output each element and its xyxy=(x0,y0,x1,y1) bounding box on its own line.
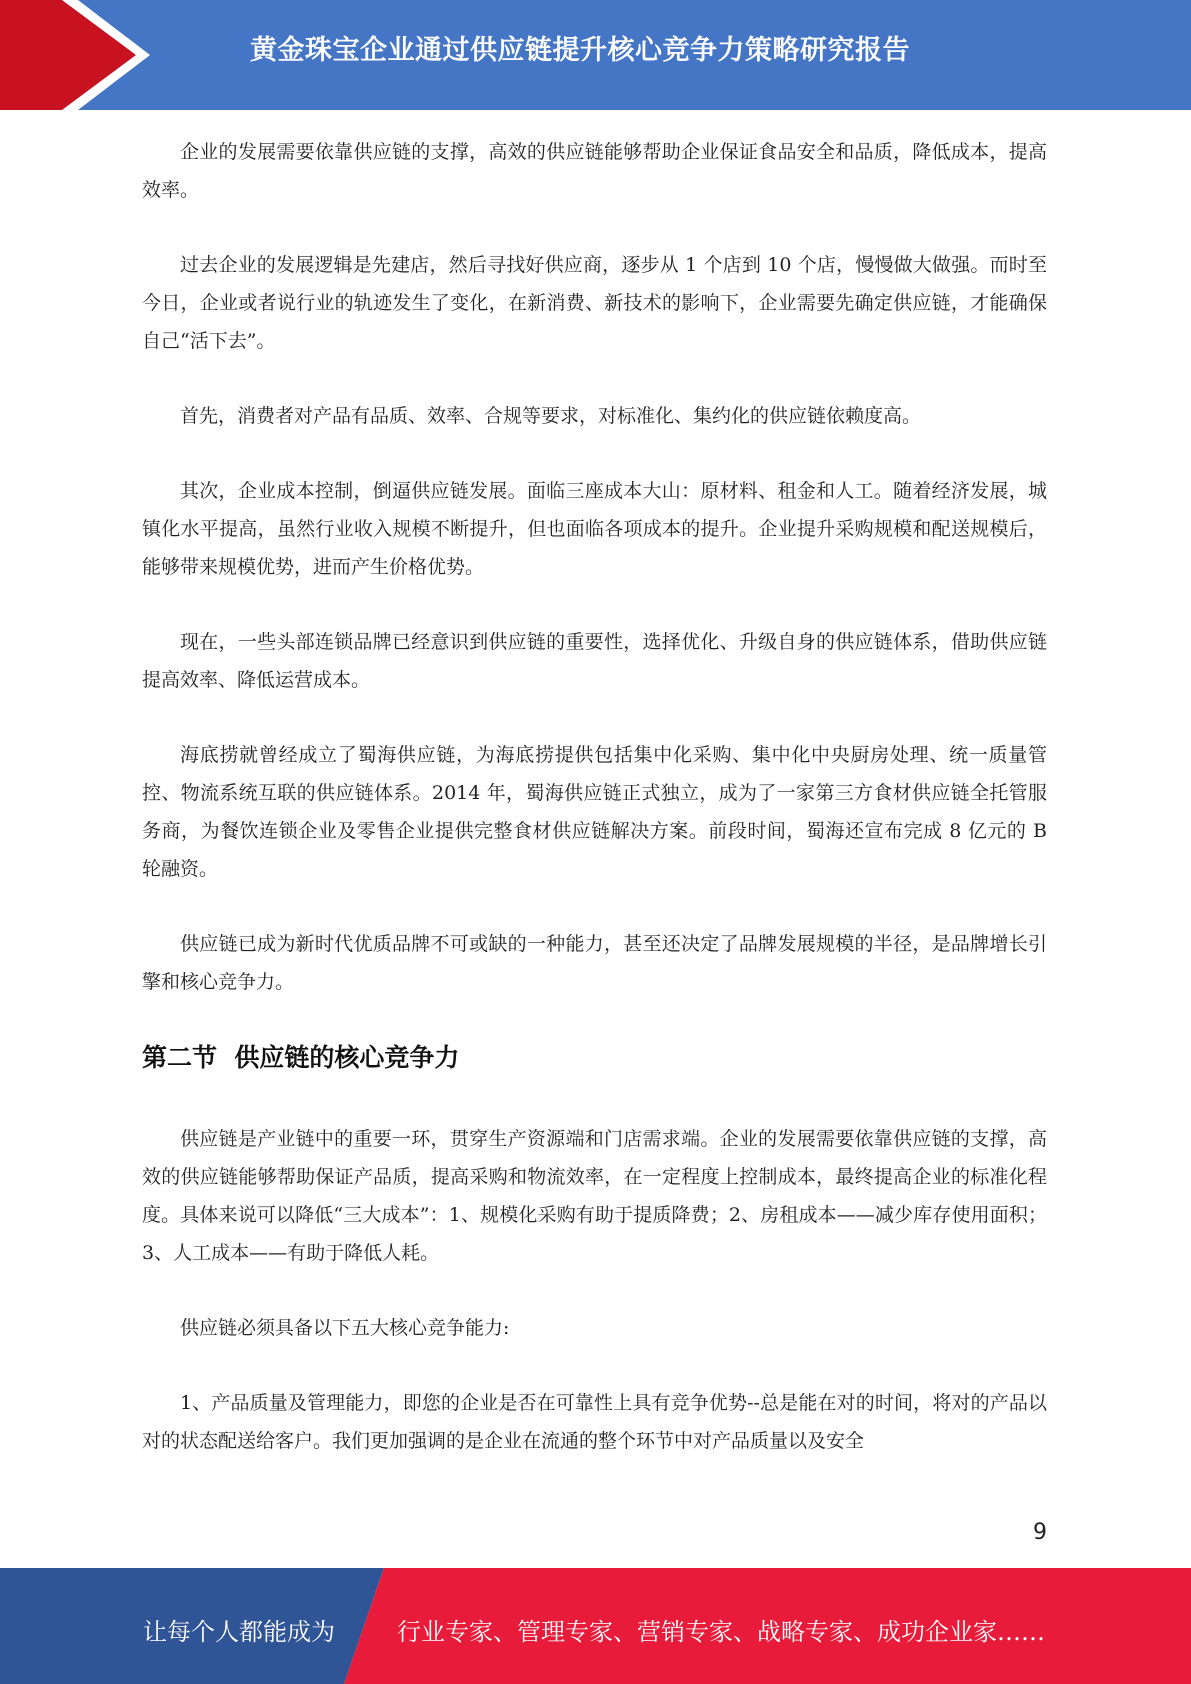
footer-slogan-right: 行业专家、管理专家、营销专家、战略专家、成功企业家…… xyxy=(397,1618,1045,1646)
page-footer xyxy=(0,1568,1191,1684)
section-heading: 第二节 供应链的核心竞争力 xyxy=(142,1043,460,1072)
document-title: 黄金珠宝企业通过供应链提升核心竞争力策略研究报告 xyxy=(250,35,910,66)
body-paragraph: 海底捞就曾经成立了蜀海供应链，为海底捞提供包括集中化采购、集中化中央厨房处理、统一质量管控、物流系统互联的供应链体系。2014 年，蜀海供应链正式独立，成为了一家第三方食材供应链全托管服务商，为餐饮连锁企业及零售企业提供完整食材供应链解决方案。前段时间，蜀海还宣布完成 8 亿元的 B 轮融资。 xyxy=(142,744,1047,880)
paragraph-block-intro xyxy=(142,133,1047,1001)
body-paragraph: 供应链已成为新时代优质品牌不可或缺的一种能力，甚至还决定了品牌发展规模的半径，是品牌增长引擎和核心竞争力。 xyxy=(142,933,1047,993)
page-header xyxy=(0,0,1191,110)
body-paragraph: 首先，消费者对产品有品质、效率、合规等要求，对标准化、集约化的供应链依赖度高。 xyxy=(180,405,922,427)
body-paragraph: 其次，企业成本控制，倒逼供应链发展。面临三座成本大山：原材料、租金和人工。随着经济发展，城镇化水平提高，虽然行业收入规模不断提升，但也面临各项成本的提升。企业提升采购规模和配送规模后，能够带来规模优势，进而产生价格优势。 xyxy=(142,480,1047,578)
body-paragraph: 现在，一些头部连锁品牌已经意识到供应链的重要性，选择优化、升级自身的供应链体系，借助供应链提高效率、降低运营成本。 xyxy=(142,631,1047,691)
body-paragraph: 供应链是产业链中的重要一环，贯穿生产资源端和门店需求端。企业的发展需要依靠供应链的支撑，高效的供应链能够帮助保证产品质，提高采购和物流效率，在一定程度上控制成本，最终提高企业的标准化程度。具体来说可以降低“三大成本”：1、规模化采购有助于提质降费；2、房租成本——减少库存使用面积；3、人工成本——有助于降低人耗。 xyxy=(142,1128,1047,1264)
page-number: 9 xyxy=(1033,1520,1047,1545)
footer-slogan-left: 让每个人都能成为 xyxy=(143,1618,335,1646)
body-paragraph: 企业的发展需要依靠供应链的支撑，高效的供应链能够帮助企业保证食品安全和品质，降低成本，提高效率。 xyxy=(142,141,1047,201)
body-paragraph: 过去企业的发展逻辑是先建店，然后寻找好供应商，逐步从 1 个店到 10 个店，慢慢做大做强。而时至今日，企业或者说行业的轨迹发生了变化，在新消费、新技术的影响下，企业需要先确定供应链，才能确保自己“活下去”。 xyxy=(142,254,1047,352)
body-paragraph: 供应链必须具备以下五大核心竞争能力: xyxy=(180,1317,510,1339)
body-paragraph: 1、产品质量及管理能力，即您的企业是否在可靠性上具有竞争优势--总是能在对的时间，将对的产品以对的状态配送给客户。我们更加强调的是企业在流通的整个环节中对产品质量以及安全 xyxy=(142,1392,1047,1452)
paragraph-block-section-two xyxy=(142,1120,1047,1460)
page-content xyxy=(142,133,1047,1497)
